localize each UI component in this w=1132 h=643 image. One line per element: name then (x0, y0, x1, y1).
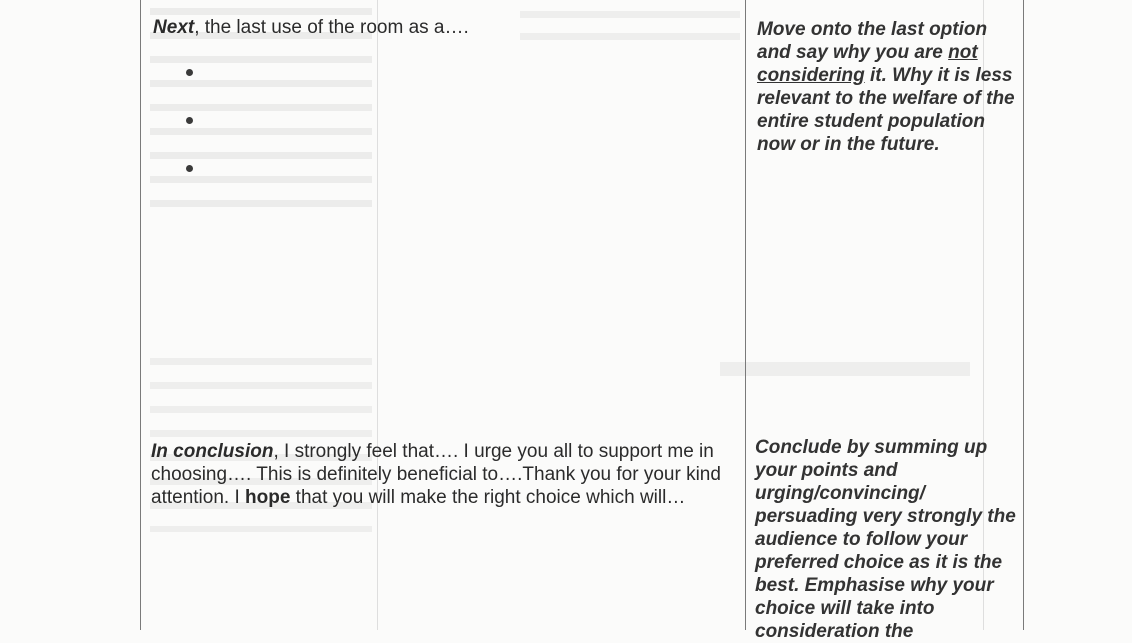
row2-lead-bold: In conclusion (151, 441, 274, 462)
row2-text-2: that you will make the right choice which will… (290, 487, 686, 508)
row1-lead-rest: , the last use of the room as a…. (194, 17, 469, 38)
row2-text (151, 440, 736, 509)
row1-tip-before: Move onto the last option and say why you are (757, 19, 988, 63)
ghost-column-line (377, 0, 378, 630)
table-border-right (1023, 0, 1024, 630)
row1-tip (757, 18, 1015, 156)
table-border-left (140, 0, 141, 630)
table-border-middle (745, 0, 746, 630)
ghost-text-block (720, 362, 970, 376)
row2-tip: Conclude by summing up your points and urging/convincing/ persuading very strongly the audience to follow your preferred choice as it is the best. Emphasise why your choice will take into consideration the (755, 437, 1016, 642)
row1-tip-after: it. Why it is less relevant to the welfare of the entire student population now or in the future. (757, 65, 1015, 155)
row2-text-1: , I strongly feel that…. I urge you all to support me in choosing…. This is definitely beneficial to….Thank you for your kind attention. I (151, 441, 721, 508)
row2-hope-bold: hope (245, 487, 291, 508)
row1-lead-bold: Next (153, 17, 195, 38)
row1-tip-underlined: not considering (757, 42, 978, 86)
row1-text (153, 16, 733, 39)
